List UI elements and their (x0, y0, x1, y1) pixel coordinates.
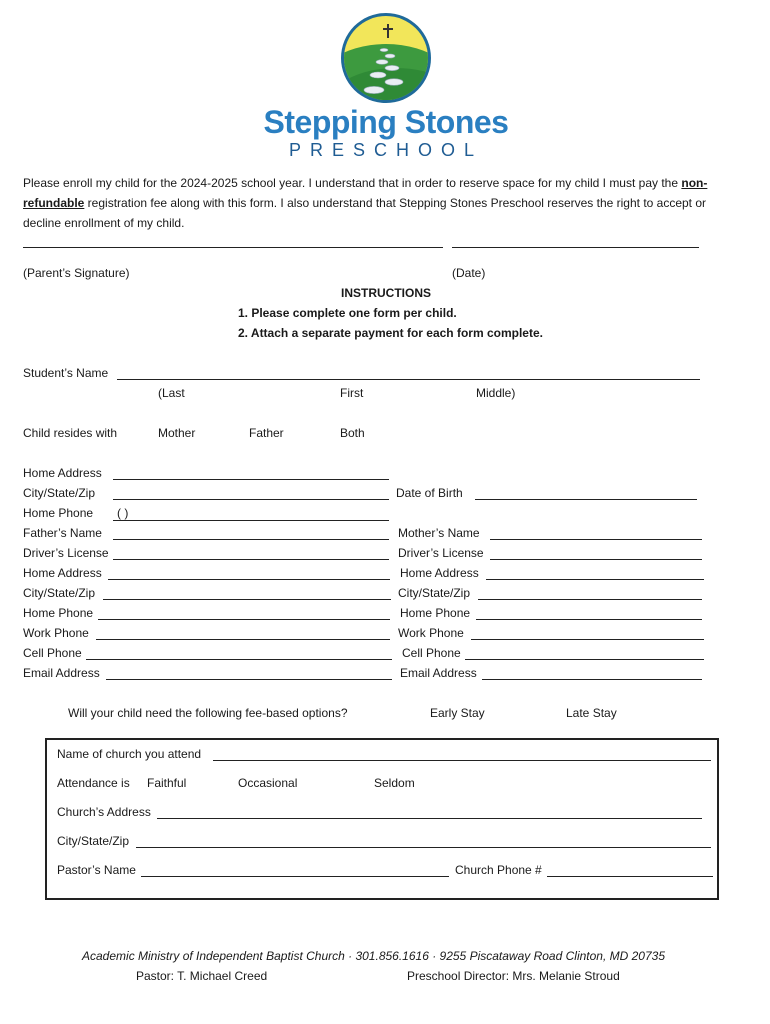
city-state-zip-field[interactable] (113, 486, 389, 500)
instructions-title: INSTRUCTIONS (341, 286, 431, 300)
student-name-label: Student’s Name (23, 366, 109, 380)
student-first-label: First (340, 386, 364, 400)
city-state-zip-label: City/State/Zip (23, 486, 96, 500)
church-address-label: Church’s Address (57, 805, 151, 819)
date-of-birth-field[interactable] (475, 486, 697, 500)
instruction-item-2: 2. Attach a separate payment for each form complete. (238, 326, 543, 340)
home-address-field[interactable] (113, 466, 389, 480)
father-name-field[interactable] (113, 526, 389, 540)
home-phone-field[interactable] (113, 506, 389, 521)
father-license-label: Driver’s License (23, 546, 109, 560)
non-refundable-emphasis: non- (681, 176, 708, 190)
preschool-logo (256, 12, 516, 162)
footer-pastor: Pastor: T. Michael Creed (136, 969, 268, 983)
logo-emblem-icon (256, 12, 516, 104)
church-phone-field[interactable] (547, 863, 713, 877)
mother-city-field[interactable] (478, 586, 702, 600)
resides-option-mother[interactable]: Mother (158, 426, 196, 440)
attendance-label: Attendance is (57, 776, 130, 790)
mother-name-field[interactable] (490, 526, 702, 540)
home-address-label: Home Address (23, 466, 102, 480)
intro-line-2 (23, 196, 706, 211)
church-name-field[interactable] (213, 747, 711, 761)
mother-work-phone-field[interactable] (471, 626, 704, 640)
mother-license-field[interactable] (490, 546, 702, 560)
home-phone-label: Home Phone (23, 506, 94, 520)
father-email-label: Email Address (23, 666, 100, 680)
parent-signature-label: (Parent’s Signature) (23, 266, 130, 280)
father-city-label: City/State/Zip (23, 586, 96, 600)
area-code-parens: ( ) (117, 506, 129, 520)
fee-option-late-stay[interactable]: Late Stay (566, 706, 617, 720)
father-email-field[interactable] (106, 666, 392, 680)
church-city-field[interactable] (136, 834, 711, 848)
instruction-item-1: 1. Please complete one form per child. (238, 306, 457, 320)
mother-email-field[interactable] (482, 666, 702, 680)
mother-home-phone-label: Home Phone (400, 606, 471, 620)
father-home-phone-label: Home Phone (23, 606, 94, 620)
pastor-name-field[interactable] (141, 863, 449, 877)
father-address-field[interactable] (108, 566, 390, 580)
mother-home-phone-field[interactable] (476, 606, 702, 620)
father-city-field[interactable] (103, 586, 391, 600)
church-name-label: Name of church you attend (57, 747, 202, 761)
mother-city-label: City/State/Zip (398, 586, 471, 600)
intro-line-1 (23, 176, 707, 191)
student-last-label: (Last (158, 386, 185, 400)
student-name-field[interactable] (117, 366, 700, 380)
attendance-option-faithful[interactable]: Faithful (147, 776, 187, 790)
logo-subtitle: PRESCHOOL (288, 140, 484, 160)
attendance-option-seldom[interactable]: Seldom (374, 776, 415, 790)
mother-cell-phone-field[interactable] (465, 646, 704, 660)
father-cell-phone-label: Cell Phone (23, 646, 82, 660)
pastor-name-label: Pastor’s Name (57, 863, 136, 877)
student-middle-label: Middle) (476, 386, 516, 400)
church-phone-label: Church Phone # (455, 863, 542, 877)
intro-line-3: decline enrollment of my child. (23, 216, 185, 230)
date-of-birth-label: Date of Birth (396, 486, 463, 500)
mother-email-label: Email Address (400, 666, 477, 680)
church-city-label: City/State/Zip (57, 834, 130, 848)
mother-address-label: Home Address (400, 566, 479, 580)
footer-ministry-line: Academic Ministry of Independent Baptist Church · 301.856.1616 · 9255 Piscataway Road Clinton, MD 20735 (82, 949, 665, 963)
father-name-label: Father’s Name (23, 526, 102, 540)
father-work-phone-field[interactable] (96, 626, 390, 640)
attendance-option-occasional[interactable]: Occasional (238, 776, 298, 790)
mother-name-label: Mother’s Name (398, 526, 480, 540)
resides-label: Child resides with (23, 426, 118, 440)
father-license-field[interactable] (113, 546, 389, 560)
church-address-field[interactable] (157, 805, 702, 819)
mother-cell-phone-label: Cell Phone (402, 646, 461, 660)
fee-option-early-stay[interactable]: Early Stay (430, 706, 485, 720)
refundable-emphasis: refundable (23, 196, 85, 210)
father-home-phone-field[interactable] (98, 606, 390, 620)
logo-name: Stepping Stones (263, 104, 509, 140)
date-label: (Date) (452, 266, 486, 280)
mother-work-phone-label: Work Phone (398, 626, 464, 640)
footer-director: Preschool Director: Mrs. Melanie Stroud (407, 969, 620, 983)
date-line[interactable] (452, 247, 699, 248)
resides-option-both[interactable]: Both (340, 426, 365, 440)
mother-address-field[interactable] (486, 566, 704, 580)
intro-text: registration fee along with this form. I also understand that Stepping Stones Preschool reserves the right to accept or (84, 196, 707, 210)
mother-license-label: Driver’s License (398, 546, 484, 560)
father-work-phone-label: Work Phone (23, 626, 89, 640)
resides-option-father[interactable]: Father (249, 426, 284, 440)
fee-options-question: Will your child need the following fee-based options? (68, 706, 348, 720)
intro-text: Please enroll my child for the 2024-2025 school year. I understand that in order to reserve space for my child I must pay the (23, 176, 682, 190)
church-info-box (45, 738, 719, 900)
parent-signature-line[interactable] (23, 247, 443, 248)
father-cell-phone-field[interactable] (86, 646, 392, 660)
father-address-label: Home Address (23, 566, 102, 580)
